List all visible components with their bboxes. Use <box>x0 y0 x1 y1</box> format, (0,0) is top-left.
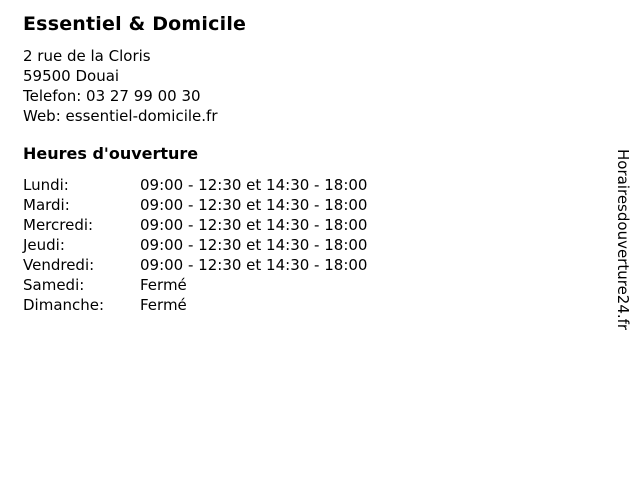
day-hours: Fermé <box>140 296 187 314</box>
day-hours: 09:00 - 12:30 et 14:30 - 18:00 <box>140 216 368 234</box>
day-label: Mardi: <box>23 196 70 214</box>
contact-block <box>23 46 640 126</box>
day-label: Jeudi: <box>23 236 65 254</box>
hours-row-saturday <box>23 275 640 295</box>
hours-table <box>23 175 640 315</box>
day-hours: 09:00 - 12:30 et 14:30 - 18:00 <box>140 236 368 254</box>
hours-row-thursday <box>23 235 640 255</box>
hours-heading: Heures d'ouverture <box>23 144 199 163</box>
day-label: Samedi: <box>23 276 85 294</box>
day-label: Dimanche: <box>23 296 105 314</box>
day-label: Vendredi: <box>23 256 95 274</box>
hours-row-wednesday <box>23 215 640 235</box>
hours-row-monday <box>23 175 640 195</box>
business-name: Essentiel & Domicile <box>23 13 247 35</box>
phone-line: Telefon: 03 27 99 00 30 <box>23 87 201 105</box>
day-label: Lundi: <box>23 176 69 194</box>
day-hours: 09:00 - 12:30 et 14:30 - 18:00 <box>140 256 368 274</box>
address-city: 59500 Douai <box>23 67 120 85</box>
day-hours: 09:00 - 12:30 et 14:30 - 18:00 <box>140 176 368 194</box>
hours-row-sunday <box>23 295 640 315</box>
address-street: 2 rue de la Cloris <box>23 47 151 65</box>
day-hours: 09:00 - 12:30 et 14:30 - 18:00 <box>140 196 368 214</box>
day-label: Mercredi: <box>23 216 94 234</box>
watermark-site-name: Horairesdouverture24.fr <box>614 149 632 331</box>
day-hours: Fermé <box>140 276 187 294</box>
hours-row-tuesday <box>23 195 640 215</box>
hours-row-friday <box>23 255 640 275</box>
website-line: Web: essentiel-domicile.fr <box>23 107 218 125</box>
